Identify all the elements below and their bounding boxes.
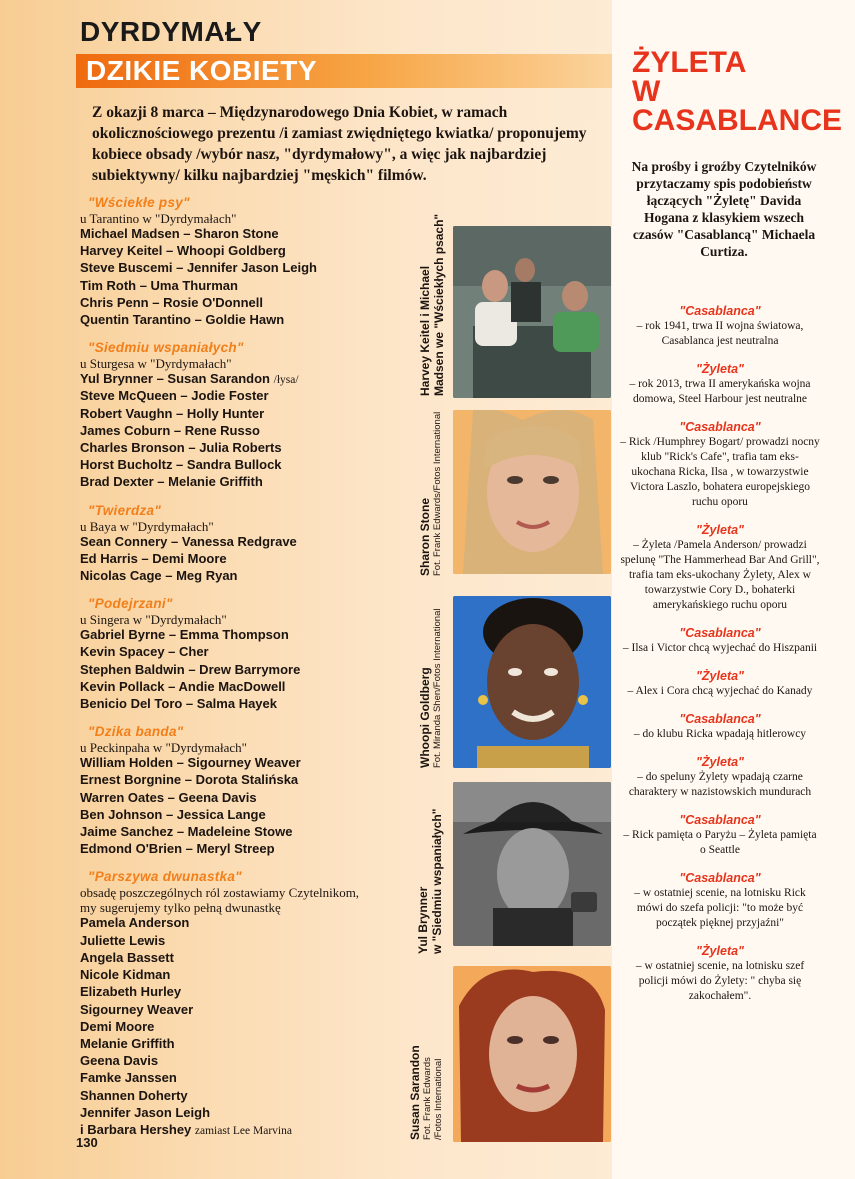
comparison-item bbox=[620, 754, 820, 800]
cast-pair-text: Edmond O'Brien – Meryl Streep bbox=[80, 841, 275, 857]
caption-name-line2: w "Siedmiu wspaniałych" bbox=[430, 808, 444, 954]
article-intro: Z okazji 8 marca – Międzynarodowego Dnia Kobiet, w ramach okolicznościowego prezentu /i zamiast zwiędniętego kwiatka/ proponujemy kobiece obsady /wybór nasz, "dyrdymałowy", a więc jak najbardziej subiektywny/ kilku najbardziej "męskich" filmów. bbox=[92, 104, 587, 184]
comparison-text: – w ostatniej scenie, na lotnisku szef policji mówi do Żylety: " chyba się zakochałem". bbox=[635, 960, 805, 1002]
cast-pair bbox=[80, 388, 410, 405]
cast-pair bbox=[80, 457, 410, 474]
cast-pair bbox=[80, 1036, 410, 1053]
cast-pair-text: Jaime Sanchez – Madeleine Stowe bbox=[80, 824, 293, 840]
cast-pair-text: Steve McQueen – Jodie Foster bbox=[80, 388, 269, 404]
cast-pair bbox=[80, 551, 410, 568]
comparison-text: – Alex i Cora chcą wyjechać do Kanady bbox=[627, 685, 813, 697]
section-label: DYRDYMAŁY bbox=[80, 16, 262, 47]
sidebar-intro: Na prośby i groźby Czytelników przytaczamy spis podobieństw łączących "Żyletę" Davida Hogana z klasykiem wszech czasów "Casablancą" Michaela Curtiza. bbox=[631, 159, 817, 259]
cast-pair-text: Angela Bassett bbox=[80, 949, 174, 965]
cast-pair-text: Kevin Pollack – Andie MacDowell bbox=[80, 678, 286, 694]
cast-pair bbox=[80, 1070, 410, 1087]
caption-yul-brynner bbox=[398, 782, 448, 954]
film-subtitle: u Sturgesa w "Dyrdymałach" bbox=[80, 356, 232, 372]
comparison-item bbox=[620, 361, 820, 407]
cast-pair-text: Ernest Borgnine – Dorota Stalińska bbox=[80, 772, 299, 788]
comparison-text: – Rick pamięta o Paryżu – Żyleta pamięta o Seattle bbox=[623, 829, 817, 856]
film-title: "Dzika banda" bbox=[88, 724, 184, 740]
cast-pair-text: Jennifer Jason Leigh bbox=[80, 1104, 211, 1120]
cast-pair-text: Michael Madsen – Sharon Stone bbox=[80, 226, 279, 241]
film-list bbox=[80, 194, 410, 1139]
caption-name: Sharon Stone bbox=[418, 497, 432, 576]
caption-name: Susan Sarandon bbox=[408, 1045, 422, 1140]
film-group bbox=[80, 194, 410, 329]
cast-pair bbox=[80, 278, 410, 295]
film-group bbox=[80, 502, 410, 586]
caption-name: Harvey Keitel i Michael bbox=[418, 265, 432, 396]
cast-pair bbox=[80, 295, 410, 312]
film-title: "Wściekłe psy" bbox=[88, 195, 190, 210]
cast-pair-text: Chris Penn – Rosie O'Donnell bbox=[80, 294, 263, 310]
cast-pair-text: James Coburn – Rene Russo bbox=[80, 422, 260, 438]
cast-pair bbox=[80, 406, 410, 423]
comparison-item bbox=[620, 711, 820, 742]
cast-pair bbox=[80, 915, 410, 932]
caption-sharon-stone bbox=[398, 410, 448, 574]
cast-pair bbox=[80, 841, 410, 858]
comparison-item bbox=[620, 943, 820, 1004]
cast-pair bbox=[80, 1019, 410, 1036]
caption-credit: Fot. Frank Edwards bbox=[422, 1057, 433, 1140]
caption-credit: Fot. Frank Edwards/Fotos International bbox=[432, 411, 443, 576]
cast-pair bbox=[80, 474, 410, 491]
cast-pair bbox=[80, 440, 410, 457]
cast-pair-text: Benicio Del Toro – Salma Hayek bbox=[80, 696, 277, 712]
comparison-film-title: "Żyleta" bbox=[696, 669, 744, 683]
cast-pair-text: Sean Connery – Vanessa Redgrave bbox=[80, 533, 297, 549]
cast-pair-text: Stephen Baldwin – Drew Barrymore bbox=[80, 661, 301, 677]
comparison-item bbox=[620, 303, 820, 349]
cast-pair bbox=[80, 696, 410, 713]
cast-pair bbox=[80, 534, 410, 551]
cast-pair-note: /łysa/ bbox=[273, 374, 299, 387]
photo-sharon-stone bbox=[453, 410, 611, 574]
cast-pair bbox=[80, 662, 410, 679]
cast-pair bbox=[80, 755, 410, 772]
cast-pair bbox=[80, 243, 410, 260]
cast-pair-text: Shannen Doherty bbox=[80, 1087, 188, 1103]
cast-pair bbox=[80, 807, 410, 824]
comparison-film-title: "Casablanca" bbox=[679, 813, 761, 827]
sidebar-comparison-list bbox=[620, 303, 820, 1016]
cast-pair-text: Kevin Spacey – Cher bbox=[80, 644, 209, 660]
cast-pair-text: Charles Bronson – Julia Roberts bbox=[80, 440, 282, 456]
cast-pair-note: zamiast Lee Marvina bbox=[194, 1124, 292, 1137]
comparison-text: – Ilsa i Victor chcą wyjechać do Hiszpanii bbox=[622, 642, 818, 654]
comparison-film-title: "Casablanca" bbox=[679, 420, 761, 434]
cast-pair-text: Tim Roth – Uma Thurman bbox=[80, 277, 238, 293]
cast-pair bbox=[80, 679, 410, 696]
cast-pair-text: Juliette Lewis bbox=[80, 932, 166, 948]
film-subtitle: obsadę poszczególnych ról zostawiamy Czytelnikom, my sugerujemy tylko pełną dwunastkę bbox=[80, 885, 360, 916]
comparison-film-title: "Żyleta" bbox=[696, 755, 744, 769]
caption-credit: Fot. Miranda Shen/Fotos International bbox=[432, 608, 443, 768]
caption-name-line2: Madsen we "Wściekłych psach" bbox=[432, 213, 446, 396]
film-subtitle: u Tarantino w "Dyrdymałach" bbox=[80, 211, 237, 226]
cast-pair bbox=[80, 1053, 410, 1070]
film-subtitle: u Peckinpaha w "Dyrdymałach" bbox=[80, 740, 247, 756]
article-title: DZIKIE KOBIETY bbox=[86, 55, 318, 86]
sidebar-title-line: CASABLANCE bbox=[632, 104, 842, 137]
cast-pair-text: Brad Dexter – Melanie Griffith bbox=[80, 474, 263, 490]
comparison-item bbox=[620, 522, 820, 613]
cast-pair-text: Horst Bucholtz – Sandra Bullock bbox=[80, 457, 282, 473]
film-subtitle: u Singera w "Dyrdymałach" bbox=[80, 612, 227, 628]
cast-pair bbox=[80, 260, 410, 277]
cast-pair-text: Nicole Kidman bbox=[80, 967, 171, 983]
cast-pair-text: Gabriel Byrne – Emma Thompson bbox=[80, 627, 289, 643]
caption-name: Yul Brynner bbox=[416, 886, 430, 954]
comparison-film-title: "Casablanca" bbox=[679, 712, 761, 726]
cast-pair bbox=[80, 1105, 410, 1122]
film-title: "Twierdza" bbox=[88, 502, 162, 518]
caption-reservoir-dogs bbox=[398, 213, 448, 398]
comparison-text: – do klubu Ricka wpadają hitlerowcy bbox=[633, 728, 807, 740]
cast-pair bbox=[80, 644, 410, 661]
cast-pair-text: Robert Vaughn – Holly Hunter bbox=[80, 405, 265, 421]
comparison-film-title: "Casablanca" bbox=[679, 626, 761, 640]
comparison-film-title: "Casablanca" bbox=[679, 304, 761, 318]
film-title: "Podejrzani" bbox=[88, 596, 173, 612]
cast-pair bbox=[80, 312, 410, 329]
cast-pair bbox=[80, 824, 410, 841]
caption-name: Whoopi Goldberg bbox=[418, 667, 432, 768]
cast-pair bbox=[80, 1002, 410, 1019]
cast-pair-text: Sigourney Weaver bbox=[80, 1001, 194, 1017]
page-number: 130 bbox=[76, 1135, 98, 1150]
comparison-text: – Żyleta /Pamela Anderson/ prowadzi spelunę "The Hammerhead Bar And Grill", trafia tam eks-ukochany Żylety, Alex w towarzystwie Cory D., bohaterki amerykańskiego ruchu oporu bbox=[620, 539, 820, 611]
cast-pair bbox=[80, 790, 410, 807]
cast-pair bbox=[80, 1122, 410, 1139]
film-subtitle: u Baya w "Dyrdymałach" bbox=[80, 518, 214, 534]
comparison-text: – w ostatniej scenie, na lotnisku Rick mówi do szefa policji: "to może być początek pięknej przyjaźni" bbox=[634, 887, 806, 929]
comparison-item bbox=[620, 870, 820, 931]
comparison-item bbox=[620, 625, 820, 656]
cast-pair-text: Ben Johnson – Jessica Lange bbox=[80, 806, 266, 822]
caption-whoopi-goldberg bbox=[398, 596, 448, 768]
cast-pair-text: Warren Oates – Geena Davis bbox=[80, 789, 257, 805]
comparison-item bbox=[620, 419, 820, 510]
cast-pair-text: Nicolas Cage – Meg Ryan bbox=[80, 568, 238, 584]
comparison-film-title: "Casablanca" bbox=[679, 871, 761, 885]
cast-pair bbox=[80, 371, 410, 388]
photo-whoopi-goldberg bbox=[453, 596, 611, 768]
comparison-text: – Rick /Humphrey Bogart/ prowadzi nocny klub "Rick's Cafe", trafia tam eks-ukochana Ricka, Ilsa , w towarzystwie Victora Laszlo, bohatera europejskiego ruchu oporu bbox=[620, 436, 820, 508]
film-group bbox=[80, 723, 410, 858]
comparison-film-title: "Żyleta" bbox=[696, 362, 744, 376]
cast-pair-text: Melanie Griffith bbox=[80, 1035, 175, 1051]
cast-pair-text: Quentin Tarantino – Goldie Hawn bbox=[80, 312, 285, 328]
film-group bbox=[80, 868, 410, 1139]
cast-pair-text: Steve Buscemi – Jennifer Jason Leigh bbox=[80, 260, 317, 276]
caption-credit-line2: /Fotos International bbox=[433, 1058, 444, 1140]
caption-susan-sarandon bbox=[398, 966, 448, 1142]
cast-pair bbox=[80, 967, 410, 984]
cast-pair-text: Demi Moore bbox=[80, 1018, 155, 1034]
film-group bbox=[80, 339, 410, 491]
comparison-item bbox=[620, 812, 820, 858]
cast-pair bbox=[80, 772, 410, 789]
cast-pair bbox=[80, 950, 410, 967]
cast-pair-text: Elizabeth Hurley bbox=[80, 984, 182, 1000]
photo-reservoir-dogs bbox=[453, 226, 611, 398]
cast-pair bbox=[80, 933, 410, 950]
cast-pair-text: Geena Davis bbox=[80, 1053, 159, 1069]
cast-pair-text: Pamela Anderson bbox=[80, 915, 190, 931]
film-title: "Parszywa dwunastka" bbox=[88, 869, 242, 885]
cast-pair bbox=[80, 423, 410, 440]
cast-pair bbox=[80, 226, 410, 243]
cast-pair-text: i Barbara Hershey bbox=[80, 1121, 195, 1137]
comparison-item bbox=[620, 668, 820, 699]
photo-yul-brynner bbox=[453, 782, 611, 946]
sidebar-title-line: ŻYLETA bbox=[632, 46, 747, 79]
cast-pair bbox=[80, 984, 410, 1001]
photo-susan-sarandon bbox=[453, 966, 611, 1142]
comparison-text: – rok 2013, trwa II amerykańska wojna domowa, Steel Harbour jest neutralne bbox=[629, 378, 811, 405]
sidebar-title-line: W bbox=[632, 75, 661, 108]
film-title: "Siedmiu wspaniałych" bbox=[88, 340, 244, 356]
cast-pair-text: Yul Brynner – Susan Sarandon bbox=[80, 371, 274, 387]
cast-pair-text: Ed Harris – Demi Moore bbox=[80, 550, 227, 566]
comparison-text: – rok 1941, trwa II wojna światowa, Casablanca jest neutralna bbox=[636, 320, 804, 347]
cast-pair-text: William Holden – Sigourney Weaver bbox=[80, 755, 301, 771]
comparison-film-title: "Żyleta" bbox=[696, 523, 744, 537]
comparison-film-title: "Żyleta" bbox=[696, 944, 744, 958]
film-group bbox=[80, 595, 410, 713]
sidebar-title bbox=[632, 48, 842, 135]
cast-pair bbox=[80, 1088, 410, 1105]
cast-pair-text: Famke Janssen bbox=[80, 1070, 177, 1086]
comparison-text: – do speluny Żylety wpadają czarne charaktery w nazistowskich mundurach bbox=[628, 771, 812, 798]
cast-pair-text: Harvey Keitel – Whoopi Goldberg bbox=[80, 243, 286, 259]
cast-pair bbox=[80, 568, 410, 585]
cast-pair bbox=[80, 627, 410, 644]
title-bar bbox=[76, 54, 612, 88]
